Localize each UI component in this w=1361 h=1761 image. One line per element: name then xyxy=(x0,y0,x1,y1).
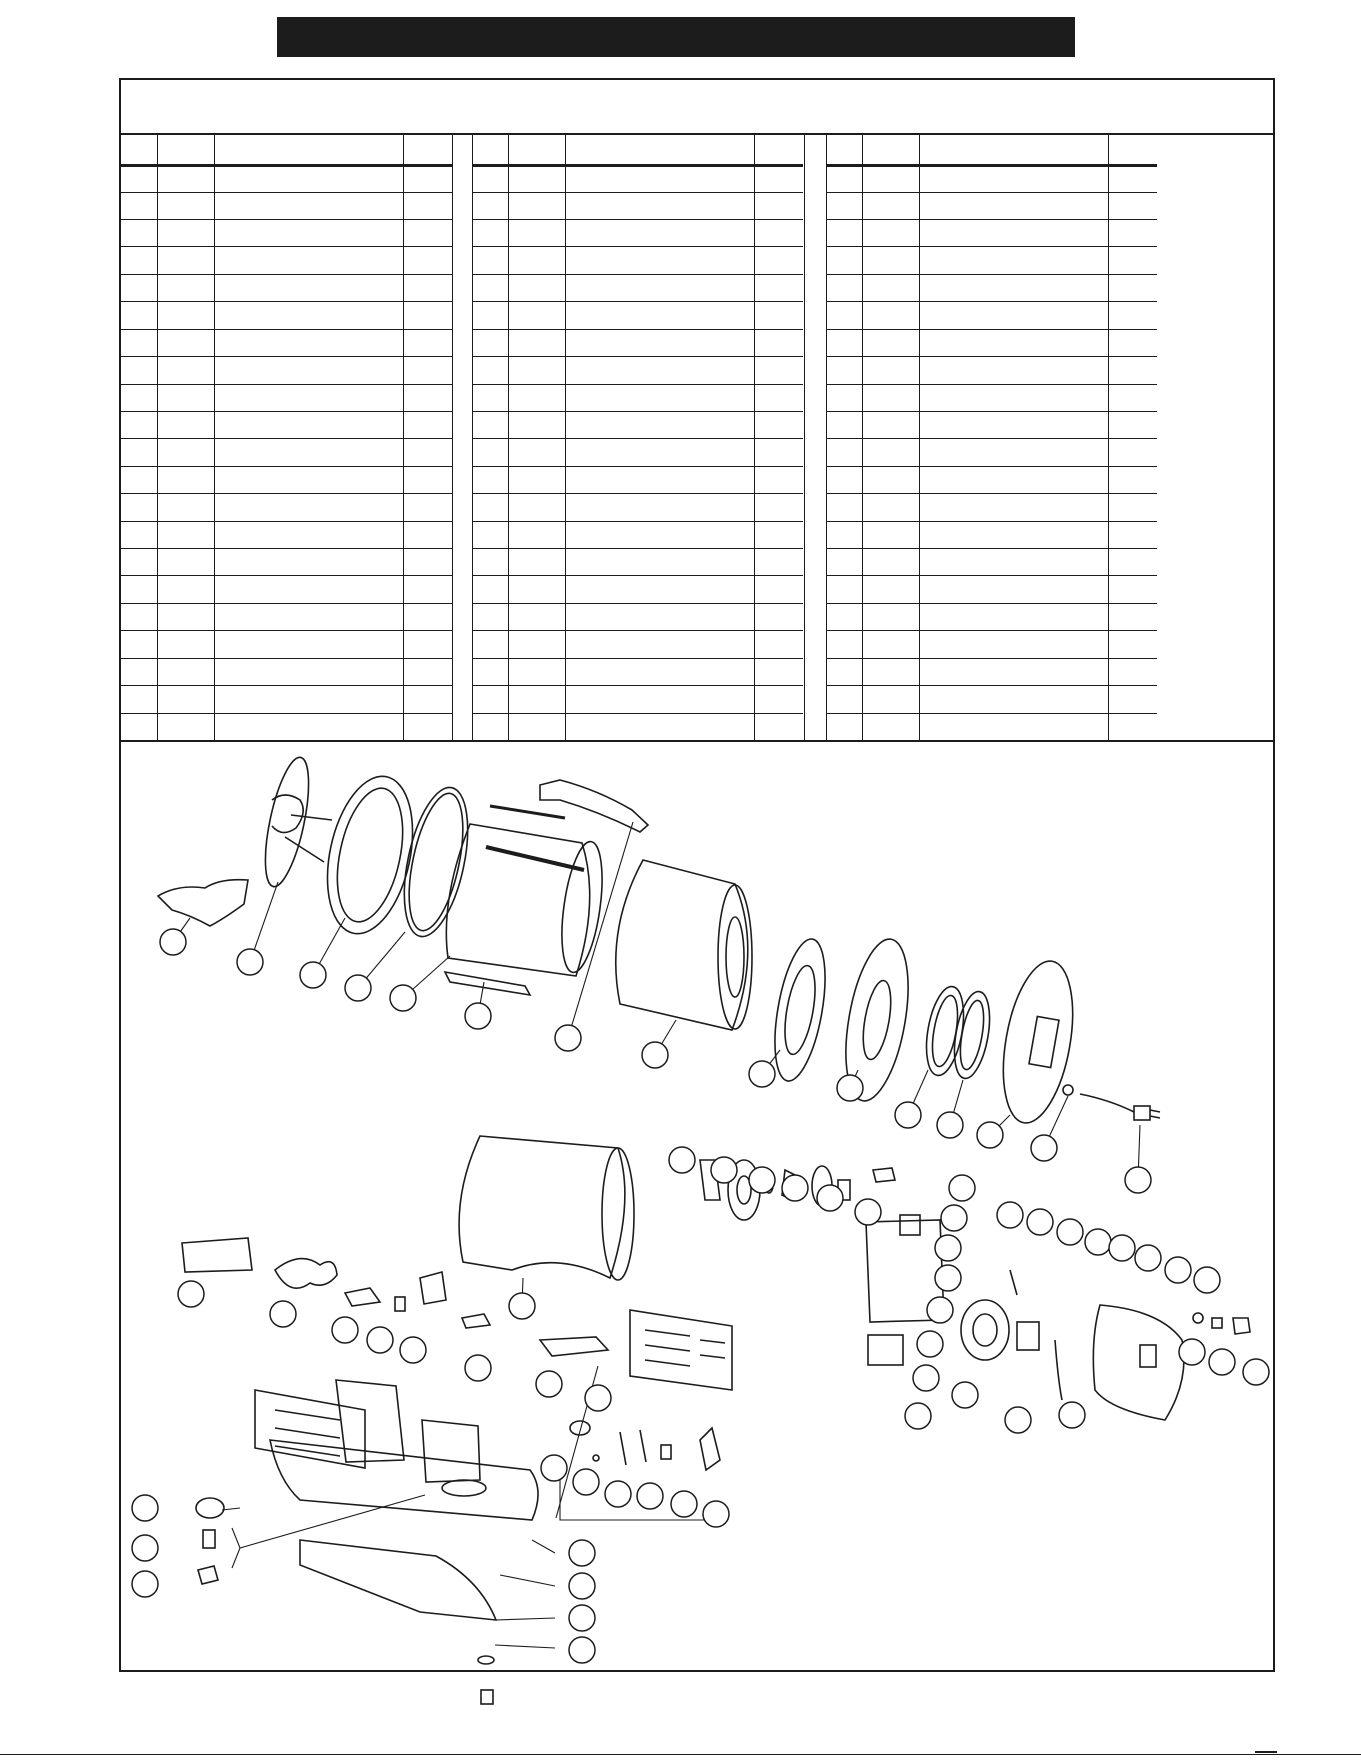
page-corner-mark xyxy=(1255,1751,1277,1753)
fan-guard-part xyxy=(257,754,332,890)
callout-circles xyxy=(132,929,1269,1663)
upper-shell-part xyxy=(446,806,609,976)
page-bottom-rule xyxy=(0,1754,1361,1755)
rear-end-plate-part xyxy=(992,956,1084,1129)
callout-leader-lines xyxy=(173,822,1140,1648)
fan-blade-part xyxy=(158,880,248,926)
combustion-chamber-part xyxy=(616,860,752,1030)
lower-shell-part xyxy=(459,1136,634,1280)
side-grille-part xyxy=(630,1310,732,1390)
shell-bracket-part xyxy=(445,972,530,995)
base-frame-part xyxy=(300,1540,496,1620)
power-cord-part xyxy=(1063,1085,1160,1120)
mount-plate-part xyxy=(540,1337,608,1356)
fan-shroud-part xyxy=(182,1238,252,1272)
drain-plug-parts xyxy=(478,1656,494,1704)
solenoid-valve-part xyxy=(1010,1270,1039,1350)
front-gasket-part xyxy=(393,782,479,942)
rear-gasket-parts xyxy=(920,984,995,1081)
fan-part xyxy=(275,1259,337,1289)
fuel-cap-parts xyxy=(196,1498,224,1584)
small-fittings-parts xyxy=(1193,1313,1250,1334)
fuel-tank-assembly xyxy=(255,1380,538,1520)
motor-bracket-parts xyxy=(345,1272,490,1328)
baffle-plate-part xyxy=(766,935,834,1084)
pump-motor-part xyxy=(961,1300,1009,1360)
fuel-filter-parts xyxy=(570,1421,720,1470)
